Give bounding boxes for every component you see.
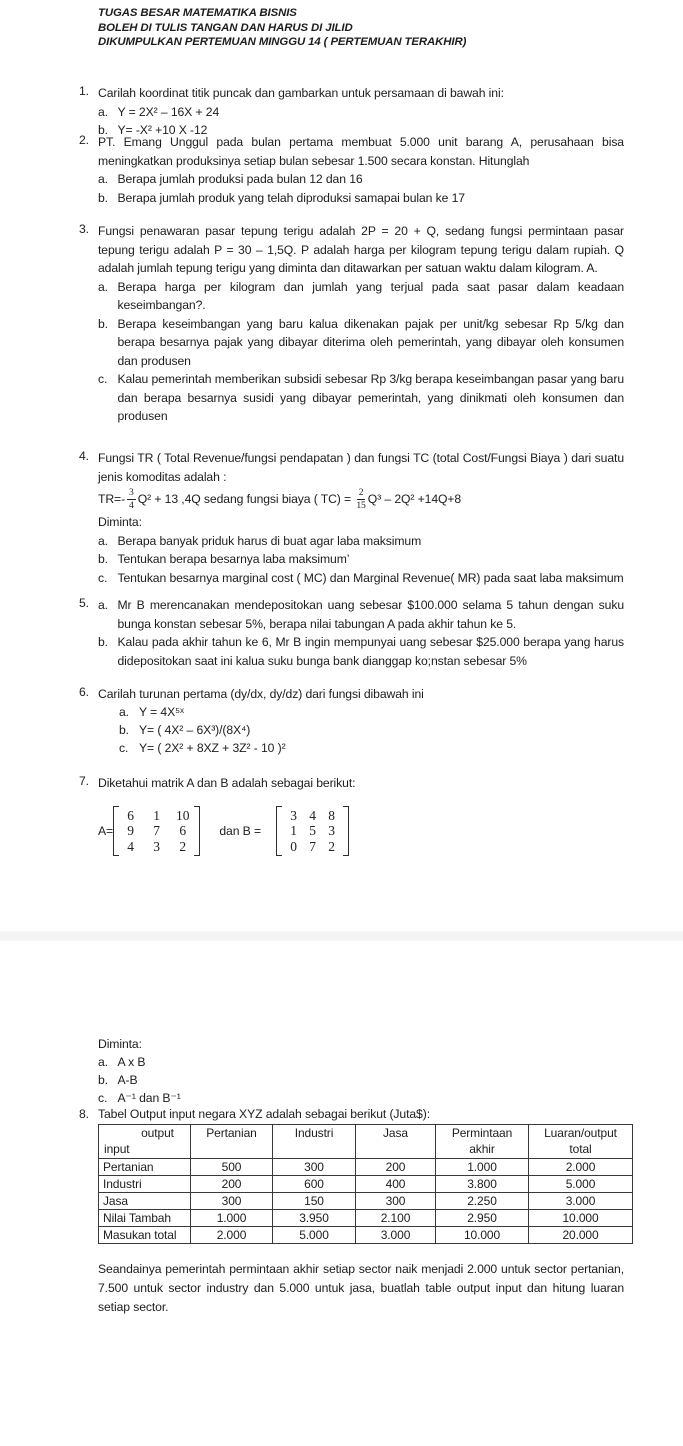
matrix-b-label: dan B = (219, 823, 262, 838)
sub-item (119, 721, 624, 739)
sub-item-text: Berapa keseimbangan yang baru kalua dikenakan pajak per unit/kg sebesar Rp 5/kg dan berapa besarnya pajak yang dibayar diterima oleh pemerintah, yang dibayar oleh konsumen dan produsen (117, 316, 624, 368)
sub-item-text: Berapa harga per kilogram dan jumlah yang terjual pada saat pasar dalam keadaan keseimbangan?. (117, 279, 624, 312)
table-cell: 600 (273, 1176, 356, 1193)
table-header-cell (529, 1125, 633, 1159)
table-cell: 2.000 (529, 1159, 633, 1176)
sub-item (119, 739, 624, 757)
equation: Y = 4X⁵ˣ (139, 705, 184, 719)
sub-item (98, 103, 624, 122)
fraction (356, 488, 365, 511)
matrix-cell: 2 (179, 838, 187, 854)
sub-item (98, 550, 624, 569)
problem-number: 1. (79, 84, 89, 98)
table-header-cell (436, 1125, 529, 1159)
problem-number: 5. (79, 596, 89, 610)
matrix-cell: 3 (290, 807, 297, 823)
problem-6 (79, 685, 624, 757)
table-row-label: Nilai Tambah (99, 1210, 191, 1227)
sub-item-text: Tentukan berapa besarnya laba maksimum’ (117, 552, 350, 566)
sub-item-text: A x B (117, 1055, 146, 1069)
sub-item-label: a. (119, 705, 129, 719)
matrix-cell: 5 (309, 823, 316, 838)
diminta-label: Diminta: (98, 515, 142, 529)
header-line: total (569, 1141, 592, 1156)
matrix-b (276, 806, 349, 857)
matrix-cell: 0 (290, 838, 297, 854)
sub-item-label: b. (98, 123, 108, 137)
input-output-table (98, 1124, 633, 1244)
fraction-numerator: 3 (129, 487, 134, 498)
table-body (99, 1159, 633, 1244)
equation: Y= ( 4X² – 6X³)/(8X⁴) (139, 723, 251, 737)
matrix-cell: 1 (153, 807, 160, 823)
sub-item-label: a. (98, 172, 108, 186)
header-line: Permintaan (451, 1126, 513, 1140)
table-cell: 1.000 (436, 1159, 529, 1176)
problem-5 (79, 596, 624, 670)
fraction-denominator: 4 (129, 500, 134, 511)
problem-number: 7. (79, 774, 89, 788)
sub-item (98, 315, 624, 371)
table-cell: 1.000 (191, 1210, 273, 1227)
problem-number: 3. (79, 222, 89, 236)
table-cell: 500 (191, 1159, 273, 1176)
table-cell: 5.000 (273, 1227, 356, 1244)
problem-number: 4. (79, 449, 89, 463)
sub-item-label: a. (98, 598, 108, 612)
sub-item-label: b. (98, 1073, 108, 1087)
fraction (127, 488, 136, 511)
matrix-cell: 1 (290, 823, 297, 838)
sub-item-text: Kalau pada akhir tahun ke 6, Mr B ingin mempunyai uang sebesar $25.000 berapa yang harus didepositokan saat ini kalua suku bunga bank dianggap ko;nstan sebesar 5% (117, 635, 624, 668)
table-cell: 200 (356, 1159, 436, 1176)
matrix-cell: 3 (328, 823, 335, 838)
matrix-cell: 8 (328, 807, 335, 823)
problem-4 (79, 449, 624, 587)
matrix-cell: 4 (127, 838, 134, 854)
sub-item-label: a. (98, 1055, 108, 1069)
header-line-1: TUGAS BESAR MATEMATIKA BISNIS (98, 7, 297, 19)
table-row-label: Masukan total (99, 1227, 191, 1244)
sub-item (98, 532, 624, 551)
table-cell: 150 (273, 1193, 356, 1210)
sub-item-text: Tentukan besarnya marginal cost ( MC) dan Marginal Revenue( MR) pada saat laba maksimum (117, 570, 624, 585)
table-cell: 3.800 (436, 1176, 529, 1193)
formula-segment: Q² + 13 ,4Q sedang fungsi biaya ( TC) = (137, 492, 355, 507)
sub-item-text: Berapa banyak priduk harus di buat agar laba maksimum (117, 533, 422, 548)
table-cell: 300 (356, 1193, 436, 1210)
matrix-cell: 3 (153, 838, 160, 854)
sub-item (98, 633, 624, 670)
sub-item-label: a. (98, 533, 108, 548)
header-line: Luaran/output (544, 1126, 617, 1140)
sub-item-label: b. (98, 552, 108, 566)
table-row (99, 1227, 633, 1244)
header-line: akhir (469, 1141, 495, 1156)
matrix-a-grid (119, 806, 194, 857)
matrix-cell: 9 (127, 823, 134, 838)
matrix-cell: 10 (176, 807, 190, 823)
sub-item-label: b. (98, 635, 108, 649)
problem-2 (79, 133, 624, 207)
equation: Y = 2X² – 16X + 24 (117, 104, 220, 119)
sub-item-label: b. (119, 723, 129, 737)
problem-number: 2. (79, 133, 89, 147)
table-corner-cell (99, 1125, 191, 1159)
diminta-label: Diminta: (98, 1037, 142, 1051)
table-header-cell: Jasa (356, 1125, 436, 1159)
problem-3 (79, 222, 624, 426)
matrix-bracket-right (343, 806, 349, 857)
table-cell: 2.250 (436, 1193, 529, 1210)
tr-tc-formula (98, 486, 624, 513)
matrix-a-label: A= (98, 823, 114, 838)
sub-item-text: Kalau pemerintah memberikan subsidi sebesar Rp 3/kg berapa keseimbangan pasar yang baru dan berapa besarnya susidi yang dibayar pemerintah, yang dinikmati oleh konsumen dan produsen (117, 372, 624, 423)
sub-item-label: b. (98, 190, 108, 205)
formula-segment: Q³ – 2Q² +14Q+8 (367, 492, 462, 507)
corner-output-label: output (141, 1126, 174, 1140)
sub-item (98, 596, 624, 633)
matrix-b-grid (282, 806, 343, 857)
sub-item-label: a. (98, 279, 108, 294)
table-cell: 3.000 (356, 1227, 436, 1244)
problem-7 (79, 774, 624, 856)
sub-item-label: b. (98, 316, 108, 331)
header-line-2: BOLEH DI TULIS TANGAN DAN HARUS DI JILID (98, 21, 353, 34)
problem-intro: Tabel Output input negara XYZ adalah sebagai berikut (Juta$): (98, 1107, 430, 1121)
matrix-cell: 6 (127, 807, 134, 823)
matrix-bracket-right (194, 806, 200, 857)
table-row-label: Pertanian (99, 1159, 191, 1176)
fraction-denominator: 15 (356, 500, 366, 511)
sub-item-text: A-B (117, 1073, 138, 1087)
page-2-content (79, 1035, 624, 1317)
table-row-label: Jasa (99, 1193, 191, 1210)
table-row (99, 1210, 633, 1227)
table-cell: 2.100 (356, 1210, 436, 1227)
matrix-cell: 6 (179, 823, 187, 838)
table-header-row (99, 1125, 633, 1159)
table-row (99, 1176, 633, 1193)
problem-intro: Carilah koordinat titik puncak dan gambarkan untuk persamaan di bawah ini: (98, 86, 504, 100)
sub-item (119, 703, 624, 721)
sub-item-label: c. (98, 1091, 108, 1105)
table-row (99, 1159, 633, 1176)
matrix-line (98, 806, 624, 857)
table-cell: 300 (273, 1159, 356, 1176)
sub-item-text: Berapa jumlah produksi pada bulan 12 dan 16 (117, 172, 363, 186)
problem-1 (79, 84, 624, 140)
sub-item-text: Berapa jumlah produk yang telah diproduksi samapai bulan ke 17 (117, 190, 465, 205)
problem-number: 6. (79, 685, 89, 699)
table-cell: 3.950 (273, 1210, 356, 1227)
matrix-a (113, 806, 200, 857)
fraction-numerator: 2 (358, 487, 364, 498)
sub-item-label: c. (98, 570, 108, 585)
problem-intro: Fungsi TR ( Total Revenue/fungsi pendapatan ) dan fungsi TC (total Cost/Fungsi Biaya ) dari suatu jenis komoditas adalah : (98, 451, 624, 484)
problem-number: 8. (79, 1107, 89, 1121)
sub-item-label: c. (119, 741, 129, 755)
table-cell: 20.000 (529, 1227, 633, 1244)
table-cell: 3.000 (529, 1193, 633, 1210)
matrix-cell: 7 (153, 823, 160, 838)
equation: Y= -X² +10 X -12 (117, 123, 208, 137)
table-header-cell: Pertanian (191, 1125, 273, 1159)
sub-item (98, 1053, 624, 1071)
corner-input-label: input (104, 1141, 130, 1156)
sub-item-text: Mr B merencanakan mendepositokan uang sebesar $100.000 selama 5 tahun dengan suku bunga konstan sebesar 5%, berapa nilai tabungan A pada akhir tahun ke 5. (117, 598, 624, 631)
assignment-header (98, 6, 628, 50)
table-row-label: Industri (99, 1176, 191, 1193)
equation: Y= ( 2X² + 8XZ + 3Z² - 10 )² (139, 741, 286, 755)
sub-item-label: c. (98, 372, 108, 386)
sub-item (98, 370, 624, 426)
sub-item (98, 189, 624, 208)
table-cell: 400 (356, 1176, 436, 1193)
sub-item (98, 569, 624, 588)
table-cell: 10.000 (529, 1210, 633, 1227)
problem-8 (79, 1107, 624, 1122)
sub-item-text: A⁻¹ dan B⁻¹ (117, 1091, 181, 1105)
sub-item-label: a. (98, 104, 108, 119)
table-cell: 2.000 (191, 1227, 273, 1244)
header-line-3: DIKUMPULKAN PERTEMUAN MINGGU 14 ( PERTEMUAN TERAKHIR) (98, 36, 467, 49)
problem-intro: Diketahui matrik A dan B adalah sebagai berikut: (98, 776, 356, 790)
table-cell: 2.950 (436, 1210, 529, 1227)
formula-segment: TR=- (98, 492, 126, 507)
problem-intro: Carilah turunan pertama (dy/dx, dy/dz) dari fungsi dibawah ini (98, 687, 424, 701)
sub-item (98, 1089, 624, 1107)
table-header-cell: Industri (273, 1125, 356, 1159)
matrix-cell: 2 (328, 838, 335, 854)
sub-item (98, 170, 624, 189)
matrix-cell: 4 (309, 807, 316, 823)
table-cell: 200 (191, 1176, 273, 1193)
sub-item (98, 1071, 624, 1089)
page-break-band (0, 931, 683, 941)
table-cell: 300 (191, 1193, 273, 1210)
problem-intro: Fungsi penawaran pasar tepung terigu adalah 2P = 20 + Q, sedang fungsi permintaan pasar tepung terigu adalah P = 30 – 1,5Q. P adalah harga per kilogram tepung terigu dalam rupiah. Q adalah jumlah tepung terigu yang diminta dan ditawarkan per satuan waktu dalam kilogram. A. (98, 224, 624, 275)
problem-intro: PT. Emang Unggul pada bulan pertama membuat 5.000 unit barang A, perusahaan bisa meningkatkan produksinya setiap bulan sebesar 1.500 secara konstan. Hitunglah (98, 135, 624, 168)
table-cell: 10.000 (436, 1227, 529, 1244)
table-cell: 5.000 (529, 1176, 633, 1193)
closing-paragraph: Seandainya pemerintah permintaan akhir setiap sector naik menjadi 2.000 untuk sector pertanian, 7.500 untuk sector industry dan 5.000 untuk jasa, buatlah table output input dan hitung luaran setiap sector. (98, 1262, 624, 1314)
table-row (99, 1193, 633, 1210)
sub-item (98, 278, 624, 315)
matrix-cell: 7 (309, 838, 316, 854)
